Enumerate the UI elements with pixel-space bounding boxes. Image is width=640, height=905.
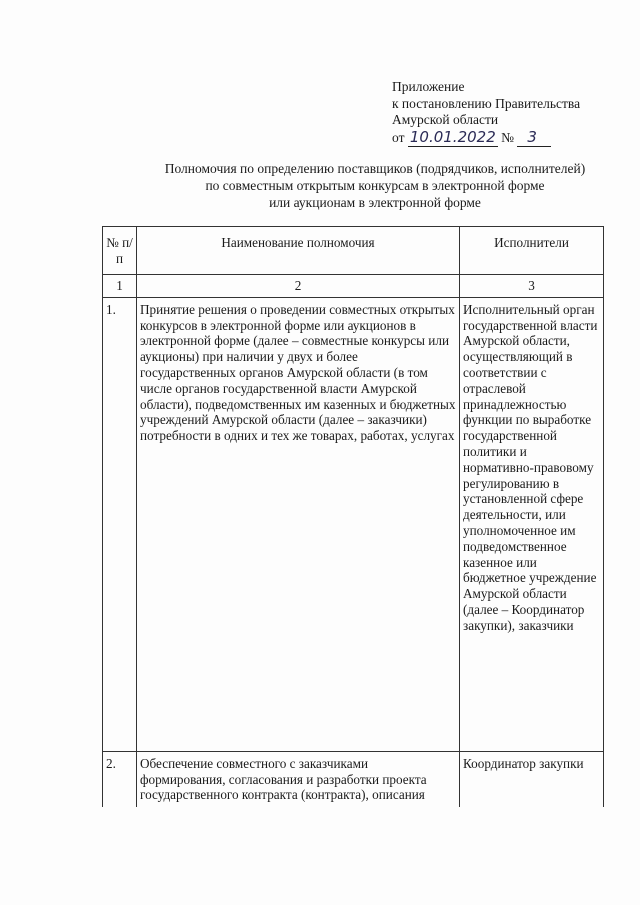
appendix-decree: к постановлению Правительства	[392, 95, 581, 111]
column-number-row	[103, 275, 604, 298]
appendix-label: Приложение	[392, 79, 465, 94]
row-authority: Принятие решения о проведении совместных открытых конкурсов в электронной форме или аукционов в электронной форме (далее – совместные конкурсы или аукционы) при наличии у двух и более государственных органов Амурской области (в том числе органов государственной власти Амурской области), подведомственных им казенных и бюджетных учреждений Амурской области (далее – заказчики) потребности в одних и тех же товарах, работах, услугах	[137, 297, 460, 751]
title-line-2: по совместным открытым конкурсам в электронной форме	[205, 178, 545, 193]
title-line-1: Полномочия по определению поставщиков (подрядчиков, исполнителей)	[164, 161, 586, 176]
date-value: 10.01.2022	[409, 127, 496, 146]
row-executors: Координатор закупки	[460, 751, 604, 807]
date-prefix: от	[392, 129, 405, 145]
table-header-row	[103, 227, 604, 275]
authorities-table	[102, 226, 604, 807]
appendix-date-row	[392, 129, 580, 147]
appendix-block	[392, 79, 580, 146]
number-value: 3	[517, 128, 551, 147]
row-authority: Обеспечение совместного с заказчиками формирования, согласования и разработки проекта государственного контракта (контракта), описания	[137, 751, 460, 807]
column-number: 1	[103, 275, 137, 298]
header-number: № п/п	[103, 227, 137, 275]
document-title	[100, 160, 640, 211]
row-number: 2.	[103, 751, 137, 807]
row-executors: Исполнительный орган государственной власти Амурской области, осуществляющий в соответствии с отраслевой принадлежностью функции по выработке государственной политики и нормативно-правовому регулированию в установленной сфере деятельности, или уполномоченное им подведомственное казенное или бюджетное учреждение Амурской области (далее – Координатор закупки), заказчики	[460, 297, 604, 751]
appendix-region: Амурской области	[392, 112, 499, 127]
title-line-3: или аукционам в электронной форме	[269, 195, 481, 210]
table-row	[103, 751, 604, 807]
table-row	[103, 297, 604, 751]
column-number: 3	[460, 275, 604, 298]
row-number: 1.	[103, 297, 137, 751]
header-authority: Наименование полномочия	[137, 227, 460, 275]
number-prefix: №	[501, 129, 515, 145]
header-executors: Исполнители	[460, 227, 604, 275]
column-number: 2	[137, 275, 460, 298]
